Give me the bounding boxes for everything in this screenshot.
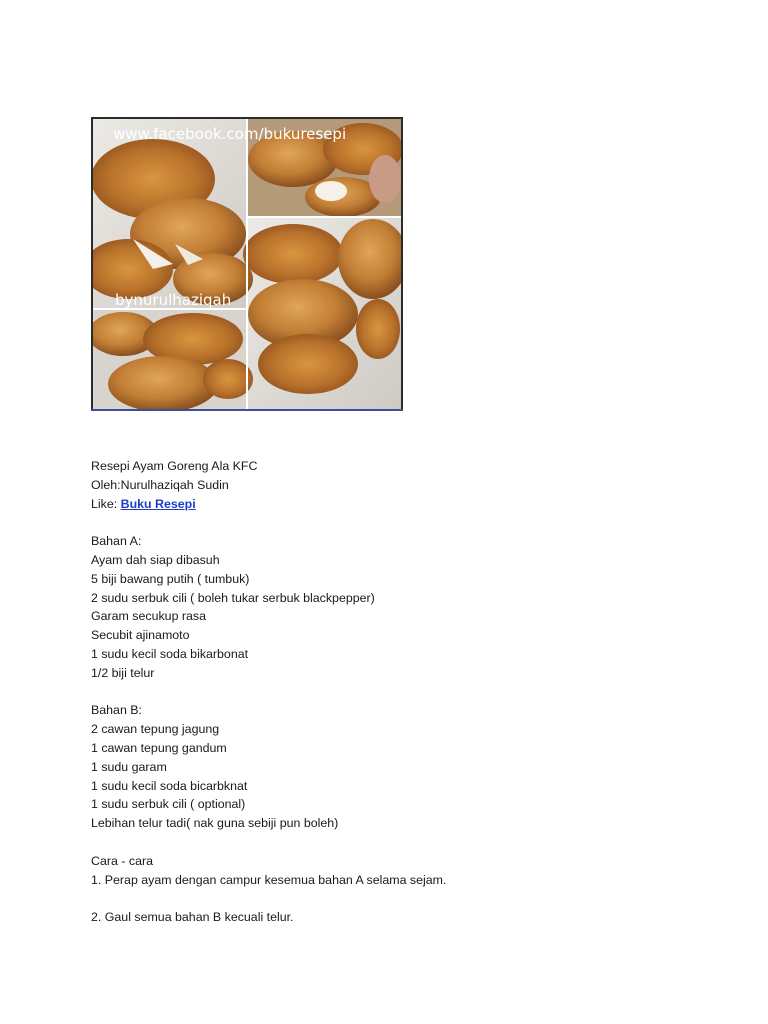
like-line [91,495,691,514]
bahan-a-item: Garam secukup rasa [91,609,207,624]
spacer [91,833,691,852]
bahan-b-item: Lebihan telur tadi( nak guna sebiji pun boleh) [91,816,339,831]
bahan-a-heading: Bahan A: [91,534,142,549]
watermark-author: bynurulhaziqah [115,291,232,309]
bahan-b-item: 1 sudu serbuk cili ( optional) [91,797,246,812]
spacer [91,683,691,702]
bahan-b-item: 2 cawan tepung jagung [91,722,220,737]
cara-heading: Cara - cara [91,853,153,868]
bahan-a-item: 5 biji bawang putih ( tumbuk) [91,571,250,586]
bahan-a-item: 2 sudu serbuk cili ( boleh tukar serbuk blackpepper) [91,590,375,605]
bahan-a-item: 1 sudu kecil soda bikarbonat [91,646,249,661]
cara-step: 1. Perap ayam dengan campur kesemua bahan A selama sejam. [91,872,447,887]
buku-resepi-link[interactable]: Buku Resepi [120,496,196,511]
bahan-a-item: Secubit ajinamoto [91,628,190,643]
spacer [91,513,691,532]
bahan-a-item: Ayam dah siap dibasuh [91,552,220,567]
bahan-a-item: 1/2 biji telur [91,665,155,680]
watermark-facebook-url: www.facebook.com/bukuresepi [113,125,347,143]
cara-step: 2. Gaul semua bahan B kecuali telur. [91,910,294,925]
recipe-author: Oleh:Nurulhaziqah Sudin [91,477,229,492]
like-prefix: Like: [91,496,121,511]
bahan-b-item: 1 sudu kecil soda bicarbknat [91,778,248,793]
bahan-b-item: 1 cawan tepung gandum [91,740,227,755]
recipe-photo-collage [91,117,403,411]
photo-underline-divider [91,409,403,411]
bahan-b-heading: Bahan B: [91,703,142,718]
bahan-b-item: 1 sudu garam [91,759,167,774]
recipe-title: Resepi Ayam Goreng Ala KFC [91,459,258,473]
spacer [91,889,691,908]
recipe-text [91,457,691,927]
